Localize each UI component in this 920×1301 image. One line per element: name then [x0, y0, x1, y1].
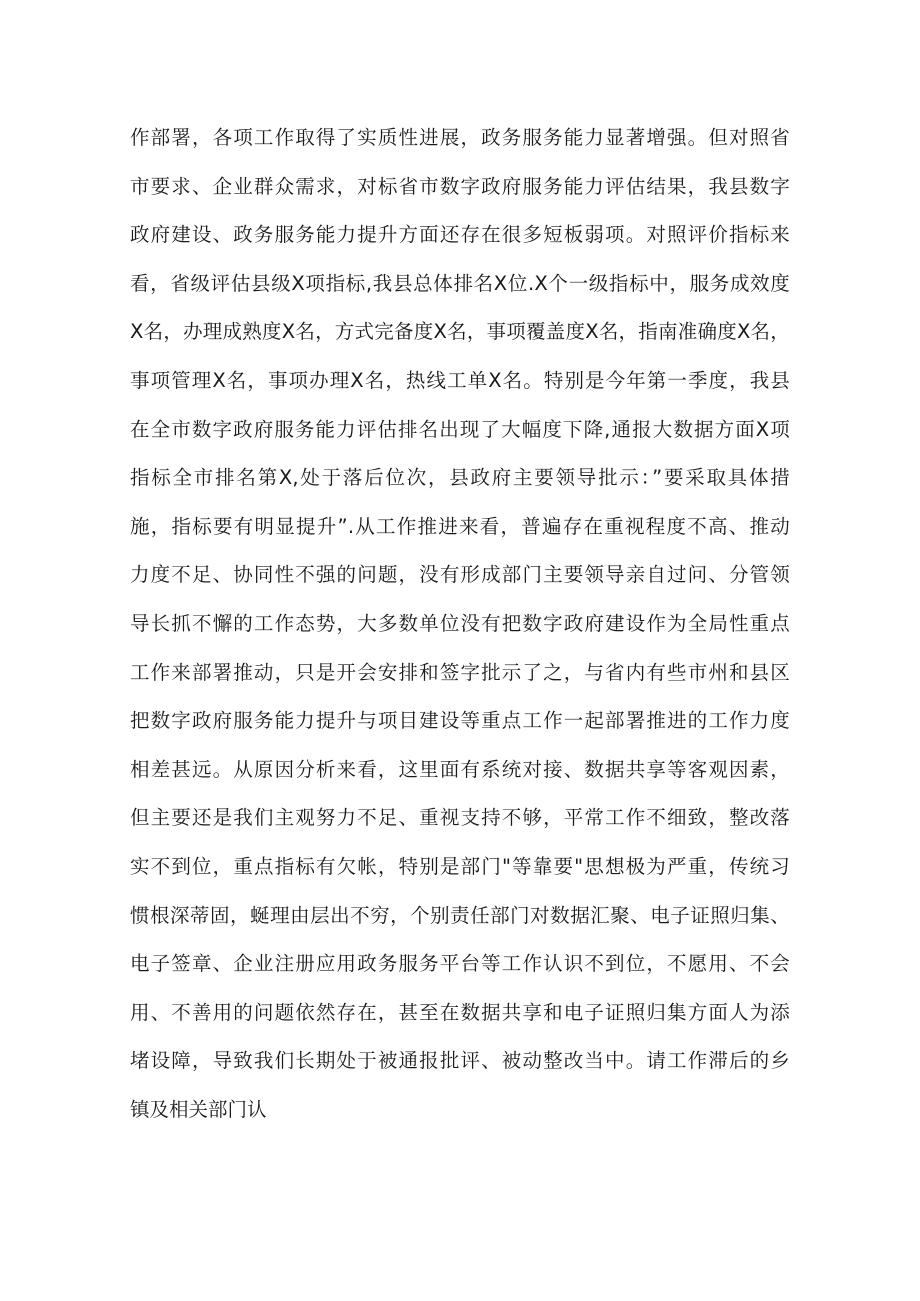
body-paragraph: [130, 114, 790, 1134]
paragraph-line: 事项管理X名，事项办理X名，热线工单X名。特别是今年第一季度，我县: [130, 368, 790, 392]
paragraph-line: 电子签章、企业注册应用政务服务平台等工作认识不到位，不愿用、不会: [130, 952, 790, 976]
paragraph-line: 市要求、企业群众需求，对标省市数字政府服务能力评估结果，我县数字: [130, 174, 790, 198]
paragraph-line: 工作来部署推动，只是开会安排和签字批示了之，与省内有些市州和县区: [130, 660, 790, 684]
paragraph-line: 看，省级评估县级X项指标,我县总体排名X位.X个一级指标中，服务成效度: [130, 271, 790, 295]
paragraph-line: 但主要还是我们主观努力不足、重视支持不够，平常工作不细致，整改落: [130, 806, 790, 830]
paragraph-line: X名，办理成熟度X名，方式完备度X名，事项覆盖度X名，指南准确度X名，: [130, 320, 790, 344]
paragraph-line: 导长抓不懈的工作态势，大多数单位没有把数字政府建设作为全局性重点: [130, 611, 790, 635]
paragraph-line: 堵设障，导致我们长期处于被通报批评、被动整改当中。请工作滞后的乡: [130, 1049, 790, 1073]
paragraph-line: 用、不善用的问题依然存在，甚至在数据共享和电子证照归集方面人为添: [130, 1000, 790, 1024]
paragraph-line: 指标全市排名第X,处于落后位次，县政府主要领导批示：”要采取具体措: [130, 466, 790, 490]
paragraph-line: 相差甚远。从原因分析来看，这里面有系统对接、数据共享等客观因素，: [130, 757, 790, 781]
paragraph-line: 在全市数字政府服务能力评估排名出现了大幅度下降,通报大数据方面X项: [130, 417, 790, 441]
paragraph-line: 力度不足、协同性不强的问题，没有形成部门主要领导亲自过问、分管领: [130, 563, 790, 587]
paragraph-line: 把数字政府服务能力提升与项目建设等重点工作一起部署推进的工作力度: [130, 709, 790, 733]
paragraph-line: 施，指标要有明显提升”.从工作推进来看，普遍存在重视程度不高、推动: [130, 514, 790, 538]
paragraph-line: 镇及相关部门认: [130, 1097, 267, 1121]
paragraph-line: 作部署，各项工作取得了实质性进展，政务服务能力显著增强。但对照省: [130, 126, 790, 149]
paragraph-line: 实不到位，重点指标有欠帐，特别是部门"等靠要"思想极为严重，传统习: [130, 854, 790, 878]
paragraph-line: 惯根深蒂固，蜒理由层出不穷，个别责任部门对数据汇聚、电子证照归集、: [130, 903, 790, 927]
paragraph-line: 政府建设、政务服务能力提升方面还存在很多短板弱项。对照评价指标来: [130, 223, 790, 247]
